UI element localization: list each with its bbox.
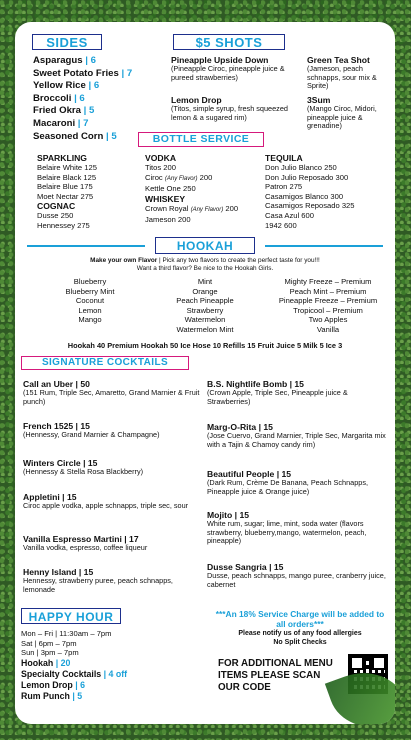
shot-name: Lemon Drop <box>171 95 222 105</box>
cocktail-name: Winters Circle | 15 <box>23 458 98 468</box>
cocktail-name: Beautiful People | 15 <box>207 469 292 479</box>
tequila-column <box>265 153 390 230</box>
list-item: 1942 600 <box>265 220 297 230</box>
cocktail-item <box>207 469 389 510</box>
shot-item <box>307 55 393 91</box>
happy-hour-deal: Rum Punch | 5 <box>21 690 83 701</box>
shot-name: Pineapple Upside Down <box>171 55 269 65</box>
shots-header: $5 SHOTS <box>173 34 285 50</box>
side-item: Sweet Potato Fries | 7 <box>33 67 133 79</box>
list-item: Don Julio Blanco 250 <box>265 163 337 172</box>
shot-desc: (Jameson, peach schnapps, sour mix & Sprite) <box>307 64 377 91</box>
list-item: Strawberry <box>186 305 224 315</box>
hookah-flavors-col2 <box>145 277 265 335</box>
menu-card <box>15 22 395 724</box>
happy-hour-header: HAPPY HOUR <box>21 608 121 624</box>
shot-item <box>307 95 393 131</box>
list-item: Orange <box>192 286 218 296</box>
hookah-intro-second: Want a third flavor? Be nice to the Hookah Girls. <box>136 264 274 272</box>
whiskey-title: WHISKEY <box>145 193 186 204</box>
cocktail-item <box>207 379 389 422</box>
cocktail-name: Mojito | 15 <box>207 510 250 520</box>
sparkling-title: SPARKLING <box>37 153 87 163</box>
list-item: Pineapple Freeze – Premium <box>278 296 378 306</box>
happy-hour-time: Mon – Fri | 11:30am – 7pm <box>21 629 112 638</box>
shot-desc: (Mango Ciroc, Midori, pineapple juice & grenadine) <box>307 104 377 131</box>
vodka-column <box>145 153 265 225</box>
signature-cocktails-header: SIGNATURE COCKTAILS <box>21 356 189 370</box>
list-item: Mint <box>197 277 213 286</box>
list-item: Blueberry <box>73 277 107 286</box>
cocktail-item <box>23 379 203 421</box>
hookah-intro <box>25 257 385 273</box>
hookah-intro-text: | Pick any two flavors to create the perfect taste for you!!! <box>157 257 320 264</box>
list-item: Coconut <box>75 296 105 306</box>
cocktail-name: Vanilla Espresso Martini | 17 <box>23 534 139 544</box>
side-item: Macaroni | 7 <box>33 117 89 129</box>
shot-desc: (Pineapple Ciroc, pineapple juice & pureed strawberries) <box>171 64 285 82</box>
cocktail-desc: (Hennessy & Stella Rosa Blackberry) <box>23 467 144 476</box>
cocktail-name: French 1525 | 15 <box>23 421 90 431</box>
list-item: Crown Royal (Any Flavor) 200 <box>145 203 239 213</box>
cocktails-right-column <box>207 379 389 602</box>
cocktail-desc: Vanilla vodka, espresso, coffee liqueur <box>23 543 148 552</box>
cognac-title: COGNAC <box>37 201 76 212</box>
happy-hour-deal: Specialty Cocktails | 4 off <box>21 668 128 679</box>
cocktail-item <box>207 422 389 469</box>
sparkling-column <box>37 153 147 231</box>
cocktail-name: B.S. Nightlife Bomb | 15 <box>207 379 304 389</box>
list-item: Watermelon <box>184 315 226 325</box>
list-item: Belaire Blue 175 <box>37 182 93 192</box>
shot-name: Green Tea Shot <box>307 55 370 65</box>
divider <box>265 245 383 247</box>
scan-cta: FOR ADDITIONAL MENU ITEMS PLEASE SCAN OUR CODE <box>218 658 333 693</box>
cocktail-item <box>23 567 203 609</box>
happy-hour-deal: Lemon Drop | 6 <box>21 679 86 690</box>
cocktail-name: Dusse Sangria | 15 <box>207 562 284 572</box>
divider <box>27 245 145 247</box>
list-item: Belaire White 125 <box>37 163 97 172</box>
cocktail-name: Appletini | 15 <box>23 492 77 502</box>
list-item: Lemon <box>78 305 102 315</box>
vodka-title: VODKA <box>145 153 177 163</box>
cocktail-item <box>23 534 203 567</box>
list-item: Moet Nectar 275 <box>37 191 94 201</box>
cocktail-desc: (Hennessy, Grand Marnier & Champagne) <box>23 430 160 439</box>
hookah-flavors-col3 <box>263 277 393 335</box>
cocktail-desc: (Crown Apple, Triple Sec, Pineapple juice & Strawberries) <box>207 388 348 406</box>
side-item: Broccoli | 6 <box>33 92 85 104</box>
happy-hour-time: Sun | 3pm – 7pm <box>21 648 79 658</box>
side-item: Asparagus | 6 <box>33 55 96 66</box>
cocktail-desc: Dusse, peach schnapps, mango puree, cranberry juice, cabernet <box>207 571 386 589</box>
list-item: Kettle One 250 <box>145 184 196 194</box>
list-item: Titos 200 <box>145 163 176 172</box>
service-charge-note: ***An 18% Service Charge will be added to all orders*** <box>215 609 385 629</box>
cocktail-desc: (151 Rum, Triple Sec, Amaretto, Grand Marnier & Fruit punch) <box>23 388 200 406</box>
cocktail-desc: Ciroc apple vodka, apple schnapps, triple sec, sour <box>23 501 189 510</box>
side-item: Yellow Rice | 6 <box>33 80 100 92</box>
cocktail-desc: White rum, sugar; lime, mint, soda water (flavors strawberry, blueberry,mango, watermelon, peach, pineapple) <box>207 519 367 546</box>
list-item: Blueberry Mint <box>65 286 115 296</box>
list-item: Dusse 250 <box>37 211 74 221</box>
list-item: Hennessey 275 <box>37 220 90 230</box>
allergy-note: Please notify us of any food allergies <box>238 630 362 637</box>
side-item: Seasoned Corn | 5 <box>33 130 117 142</box>
list-item: Patron 275 <box>265 182 303 192</box>
cocktail-desc: (Jose Cuervo, Grand Marnier, Triple Sec, Margarita mix with a Tajin & Chamoy candy rim) <box>207 431 386 449</box>
cocktail-desc: (Dark Rum, Crème De Banana, Peach Schnapps, Pineapple juice & Orange juice) <box>207 478 369 496</box>
cocktail-item <box>207 510 389 562</box>
shot-item <box>171 55 301 82</box>
cocktail-item <box>23 492 203 534</box>
list-item: Vanilla <box>316 324 340 334</box>
happy-hour-deal: Hookah | 20 <box>21 657 71 668</box>
cocktail-name: Marg-O-Rita | 15 <box>207 422 273 432</box>
side-item: Fried Okra | 5 <box>33 105 95 117</box>
tequila-title: TEQUILA <box>265 153 303 163</box>
list-item: Don Julio Reposado 300 <box>265 172 349 182</box>
cocktail-name: Call an Uber | 50 <box>23 379 90 389</box>
list-item: Casamigos Reposado 325 <box>265 201 355 211</box>
sides-header: SIDES <box>32 34 102 50</box>
list-item: Ciroc (Any Flavor) 200 <box>145 172 213 182</box>
list-item: Casamigos Blanco 300 <box>265 191 344 201</box>
shot-name: 3Sum <box>307 95 331 105</box>
list-item: Jameson 200 <box>145 215 191 225</box>
list-item: Peach Pineapple <box>176 296 234 306</box>
hookah-header: HOOKAH <box>155 237 255 254</box>
cocktail-item <box>23 458 203 492</box>
happy-hour-section <box>21 629 191 702</box>
shot-item <box>171 95 301 122</box>
hookah-intro-bold: Make your own Flavor <box>90 257 158 264</box>
list-item: Watermelon Mint <box>176 324 234 334</box>
shot-desc: (Titos, simple syrup, fresh squeezed lemon & a sugared rim) <box>171 104 288 122</box>
split-check-note: No Split Checks <box>273 639 327 646</box>
list-item: Casa Azul 600 <box>265 210 314 220</box>
bottle-service-header: BOTTLE SERVICE <box>138 132 264 147</box>
cocktail-item <box>23 421 203 458</box>
cocktail-name: Henny Island | 15 <box>23 567 94 577</box>
list-item: Peach Mint – Premium <box>289 286 367 296</box>
cocktail-item <box>207 562 389 602</box>
list-item: Tropicool – Premium <box>293 305 363 315</box>
list-item: Mango <box>78 315 102 325</box>
cocktail-desc: Hennessy, strawberry puree, peach schnapps, lemonade <box>23 576 173 594</box>
list-item: Belaire Black 125 <box>37 172 97 182</box>
list-item: Mighty Freeze – Premium <box>284 277 372 286</box>
happy-hour-time: Sat | 6pm – 7pm <box>21 638 77 648</box>
notes-section <box>211 609 389 647</box>
cocktails-left-column <box>23 379 203 609</box>
hookah-flavors-col1 <box>35 277 145 325</box>
hookah-prices: Hookah 40 Premium Hookah 50 Ice Hose 10 Refills 15 Fruit Juice 5 Milk 5 Ice 3 <box>67 341 343 350</box>
list-item: Two Apples <box>308 315 348 325</box>
sides-list <box>33 55 173 143</box>
